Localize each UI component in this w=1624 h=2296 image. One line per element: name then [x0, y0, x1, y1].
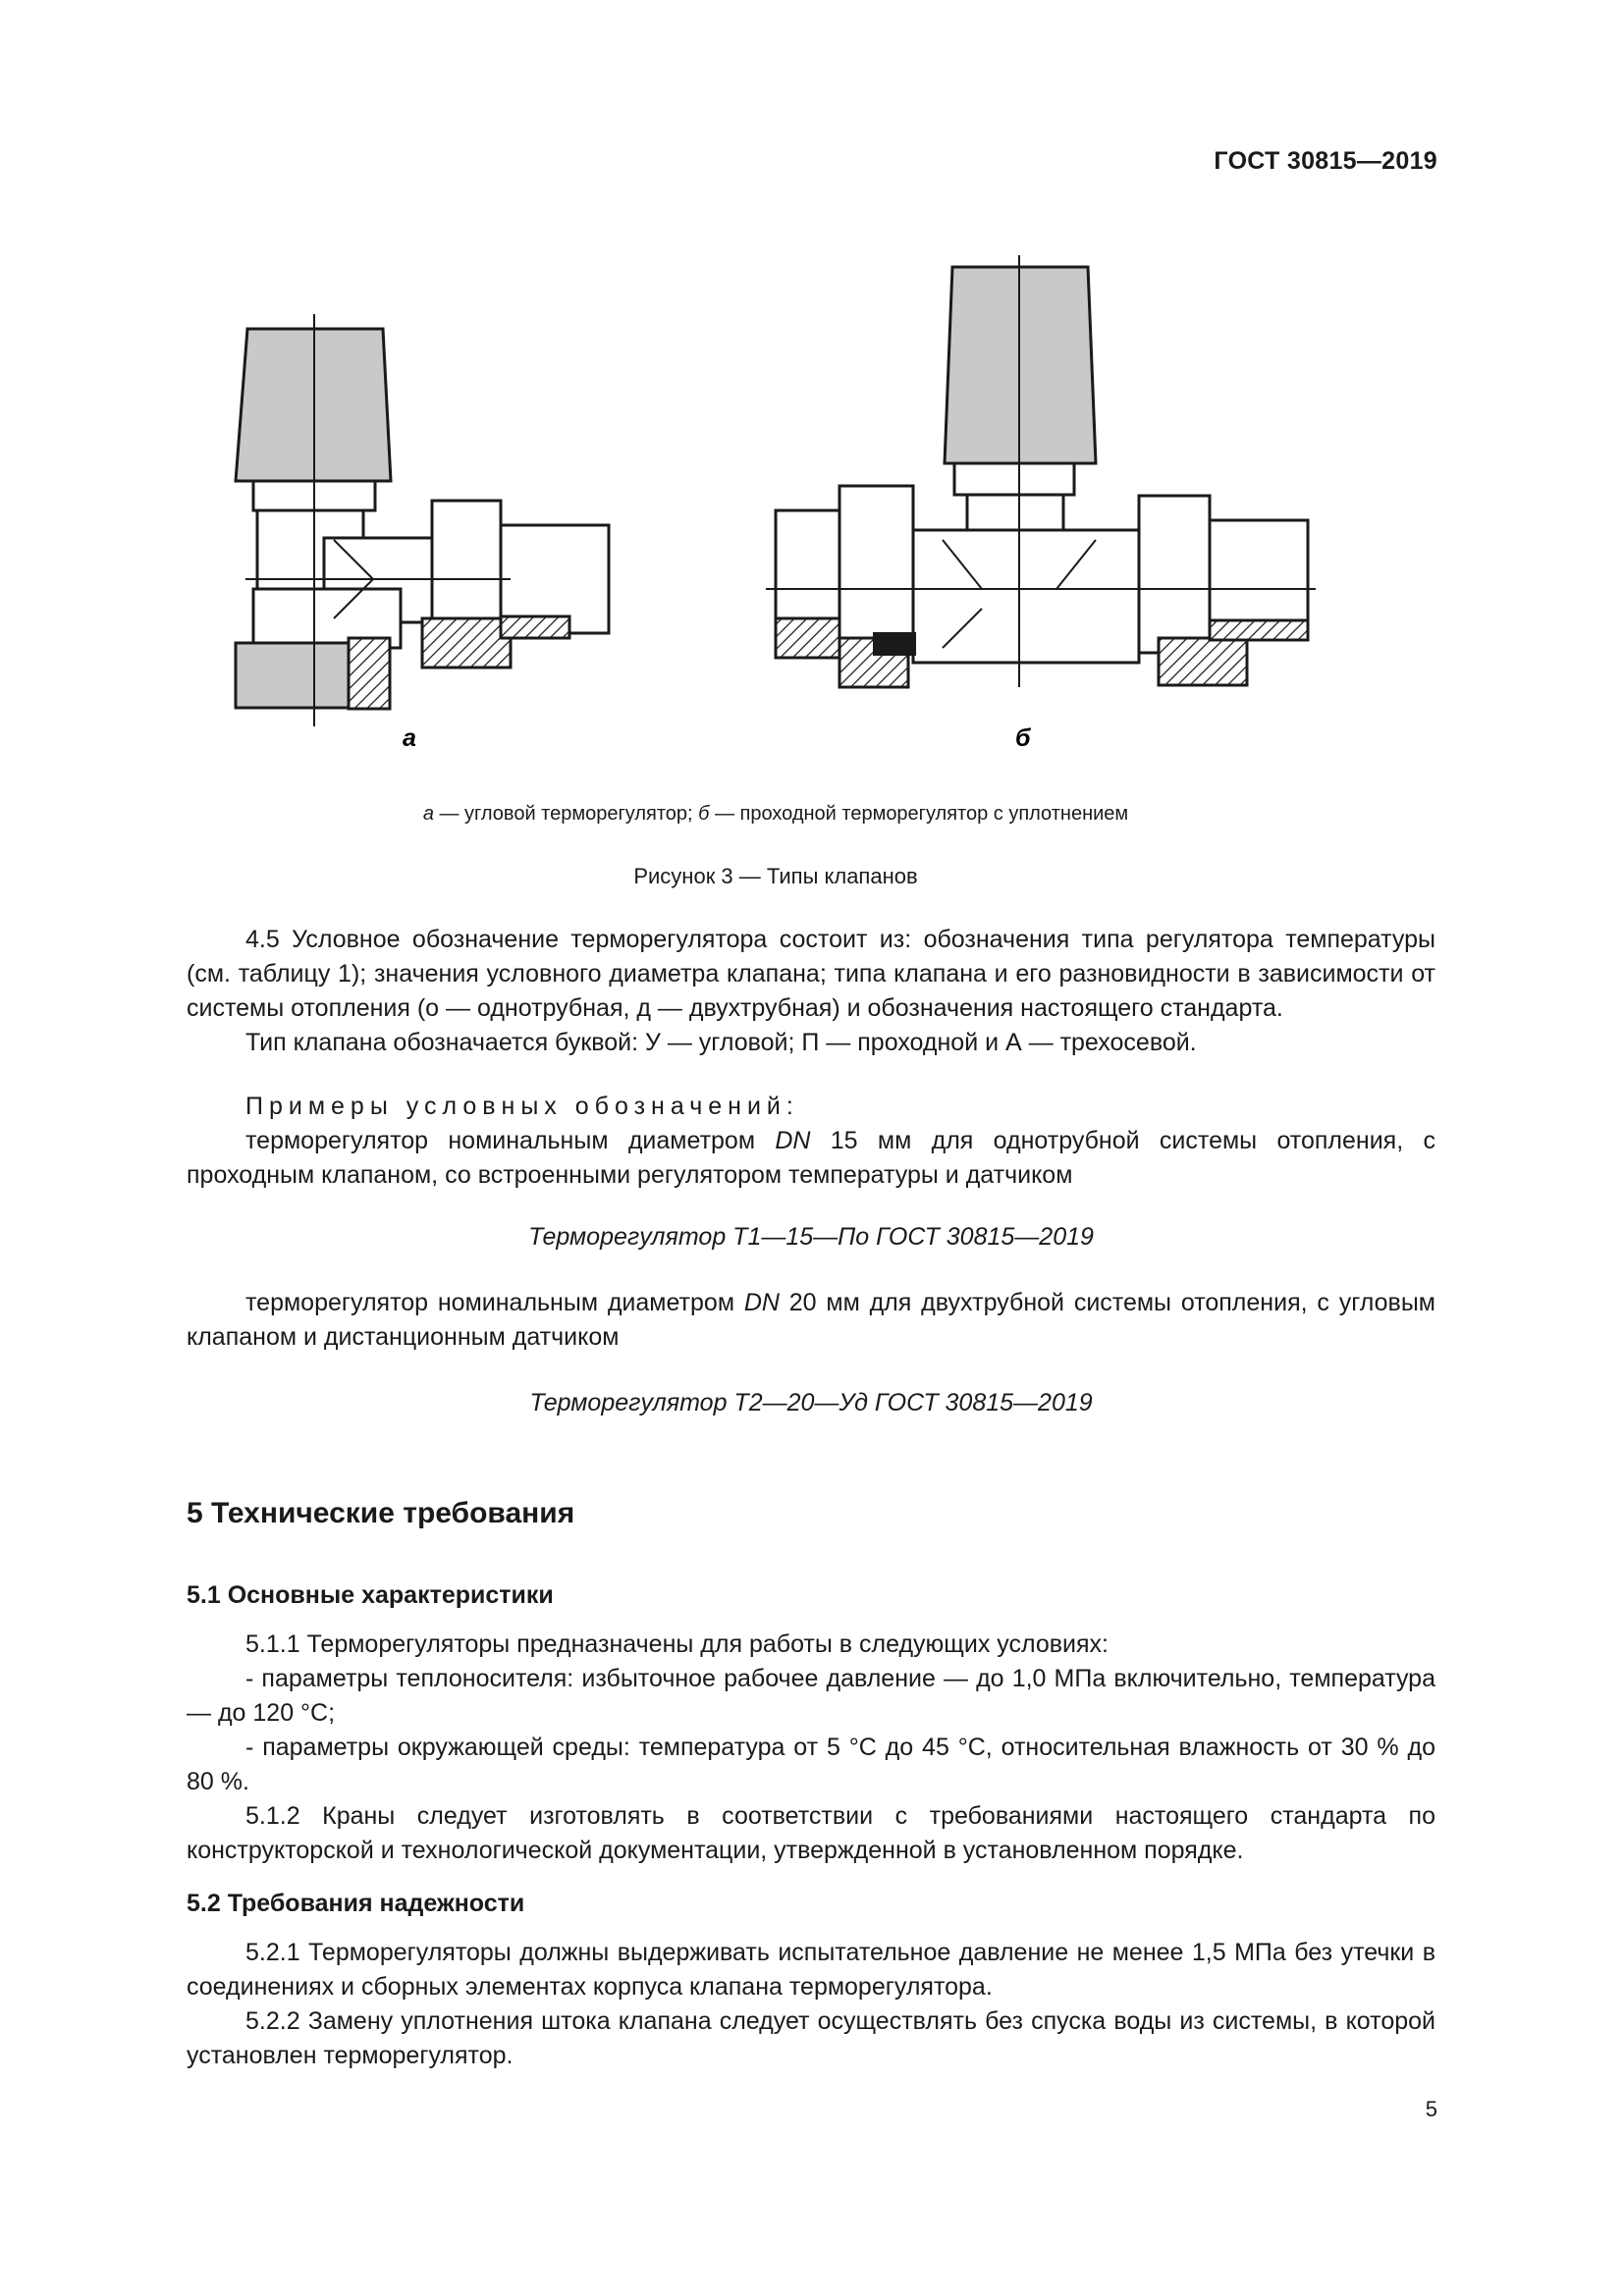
straight-valve-left-nut: [839, 486, 913, 653]
paragraph-5-2-2: 5.2.2 Замену уплотнения штока клапана следует осуществлять без спуска воды из системы, в которой установлен терморегулятор.: [187, 2007, 1435, 2069]
page-number: 5: [1425, 2097, 1437, 2121]
paragraph-5-1-1: 5.1.1 Терморегуляторы предназначены для работы в следующих условиях:: [245, 1630, 1110, 1658]
straight-valve-stem: [967, 495, 1063, 534]
figure-label-a: а: [403, 724, 416, 752]
section-5-2: [187, 1887, 1435, 2073]
example-2-text: терморегулятор номинальным диаметром DN 20 мм для двухтрубной системы отопления, с угловым клапаном и дистанционным датчиком: [187, 1289, 1435, 1351]
figure-label-b: б: [1015, 724, 1031, 752]
figure-caption: Рисунок 3 — Типы клапанов: [633, 864, 918, 888]
angle-valve-nut: [432, 501, 501, 633]
straight-valve-right-tail: [1210, 520, 1308, 636]
straight-valve-right-seal-2: [1210, 620, 1308, 640]
straight-valve-right-nut: [1139, 496, 1210, 653]
angle-valve-bottom-nut: [236, 643, 353, 708]
section-5-heading-wrap: [187, 1496, 1435, 1530]
straight-valve-left-seal: [776, 618, 839, 658]
paragraph-5-1-1-coolant: - параметры теплоносителя: избыточное рабочее давление — до 1,0 МПа включительно, температура — до 120 °С;: [187, 1665, 1435, 1727]
paragraph-4-5: 4.5 Условное обозначение терморегулятора состоит из: обозначения типа регулятора температуры (см. таблицу 1); значения условного диаметра клапана; типа клапана и его разновидности в зависимости от системы отопления (о — однотрубная, д — двухтрубная) и обозначения настоящего стандарта.: [187, 926, 1435, 1022]
paragraph-5-2-1: 5.2.1 Терморегуляторы должны выдерживать испытательное давление не менее 1,5 МПа без утечки в соединениях и сборных элементах корпуса клапана терморегулятора.: [187, 1939, 1435, 2001]
straight-valve-right-seal: [1159, 638, 1247, 685]
subsection-5-1-heading: 5.1 Основные характеристики: [187, 1581, 554, 1609]
subsection-5-2-heading: 5.2 Требования надежности: [187, 1890, 525, 1917]
example-2-code: Терморегулятор Т2—20—Уд ГОСТ 30815—2019: [529, 1389, 1093, 1416]
figure-legend: а — угловой терморегулятор; б — проходной терморегулятор с уплотнением: [422, 803, 1129, 825]
straight-valve-drawing: [766, 255, 1316, 687]
paragraph-4-5-valve-types: Тип клапана обозначается буквой: У — угловой; П — проходной и А — трехосевой.: [245, 1029, 1197, 1056]
paragraph-5-1-2: 5.1.2 Краны следует изготовлять в соответствии с требованиями настоящего стандарта по конструкторской и технологической документации, утвержденной в установленном порядке.: [187, 1802, 1435, 1864]
clause-4-5: [187, 923, 1435, 1060]
example-2-block: [187, 1286, 1435, 1355]
straight-valve-neck: [954, 463, 1074, 495]
angle-valve-seal-2: [501, 616, 569, 638]
section-5-heading: 5 Технические требования: [187, 1497, 575, 1529]
angle-valve-seal: [422, 618, 511, 667]
examples-block: [187, 1090, 1435, 1193]
example-1-code: Терморегулятор Т1—15—По ГОСТ 30815—2019: [528, 1223, 1094, 1251]
angle-valve-bottom-seal: [349, 638, 390, 709]
examples-heading: Примеры условных обозначений:: [245, 1093, 799, 1120]
document-header: ГОСТ 30815—2019: [1214, 147, 1437, 175]
section-5-1: [187, 1578, 1435, 1868]
straight-valve-gasket: [874, 633, 915, 655]
valve-types-figure: [0, 0, 1624, 785]
paragraph-5-1-1-ambient: - параметры окружающей среды: температура от 5 °С до 45 °С, относительная влажность от 30 % до 80 %.: [187, 1734, 1435, 1795]
example-1-text: терморегулятор номинальным диаметром DN 15 мм для однотрубной системы отопления, с проходным клапаном, со встроенными регулятором температуры и датчиком: [187, 1127, 1435, 1189]
angle-valve-drawing: [236, 314, 609, 726]
